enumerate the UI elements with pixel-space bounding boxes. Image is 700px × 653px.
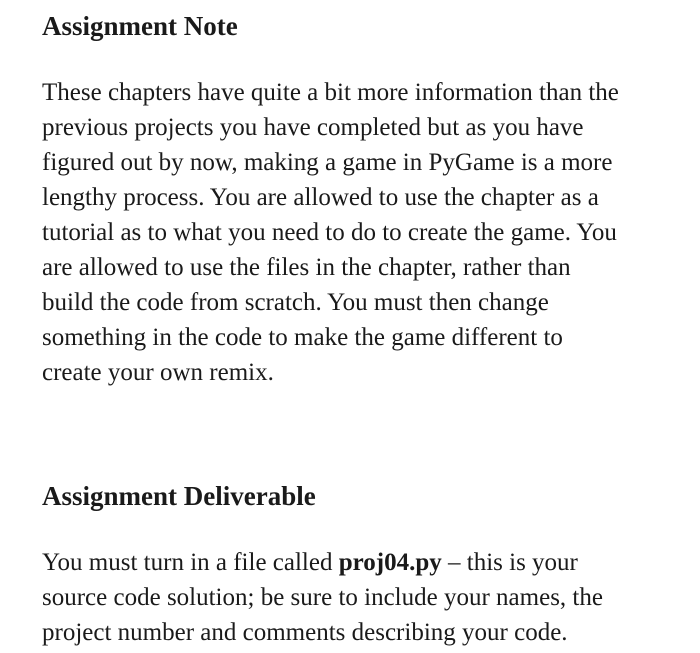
assignment-note-paragraph <box>42 75 619 390</box>
paragraph-line: build the code from scratch. You must then change <box>42 289 549 316</box>
paragraph-line: create your own remix. <box>42 359 274 386</box>
paragraph-line: figured out by now, making a game in PyGame is a more <box>42 149 613 176</box>
assignment-note-heading: Assignment Note <box>42 11 238 41</box>
paragraph-line: something in the code to make the game different to <box>42 324 563 351</box>
assignment-deliverable-heading: Assignment Deliverable <box>42 481 316 511</box>
paragraph-line <box>42 545 603 580</box>
paragraph-line: are allowed to use the files in the chapter, rather than <box>42 254 571 281</box>
deliverable-text-after: – this is your <box>441 549 578 576</box>
paragraph-line: lengthy process. You are allowed to use the chapter as a <box>42 184 599 211</box>
paragraph-line: source code solution; be sure to include your names, the <box>42 584 603 611</box>
deliverable-text-before: You must turn in a file called <box>42 549 339 576</box>
paragraph-line: project number and comments describing your code. <box>42 619 568 646</box>
deliverable-filename: proj04.py <box>338 549 442 576</box>
paragraph-line: tutorial as to what you need to do to create the game. You <box>42 219 617 246</box>
paragraph-line: These chapters have quite a bit more information than the <box>42 79 619 106</box>
paragraph-line: previous projects you have completed but as you have <box>42 114 584 141</box>
assignment-deliverable-paragraph <box>42 545 603 650</box>
